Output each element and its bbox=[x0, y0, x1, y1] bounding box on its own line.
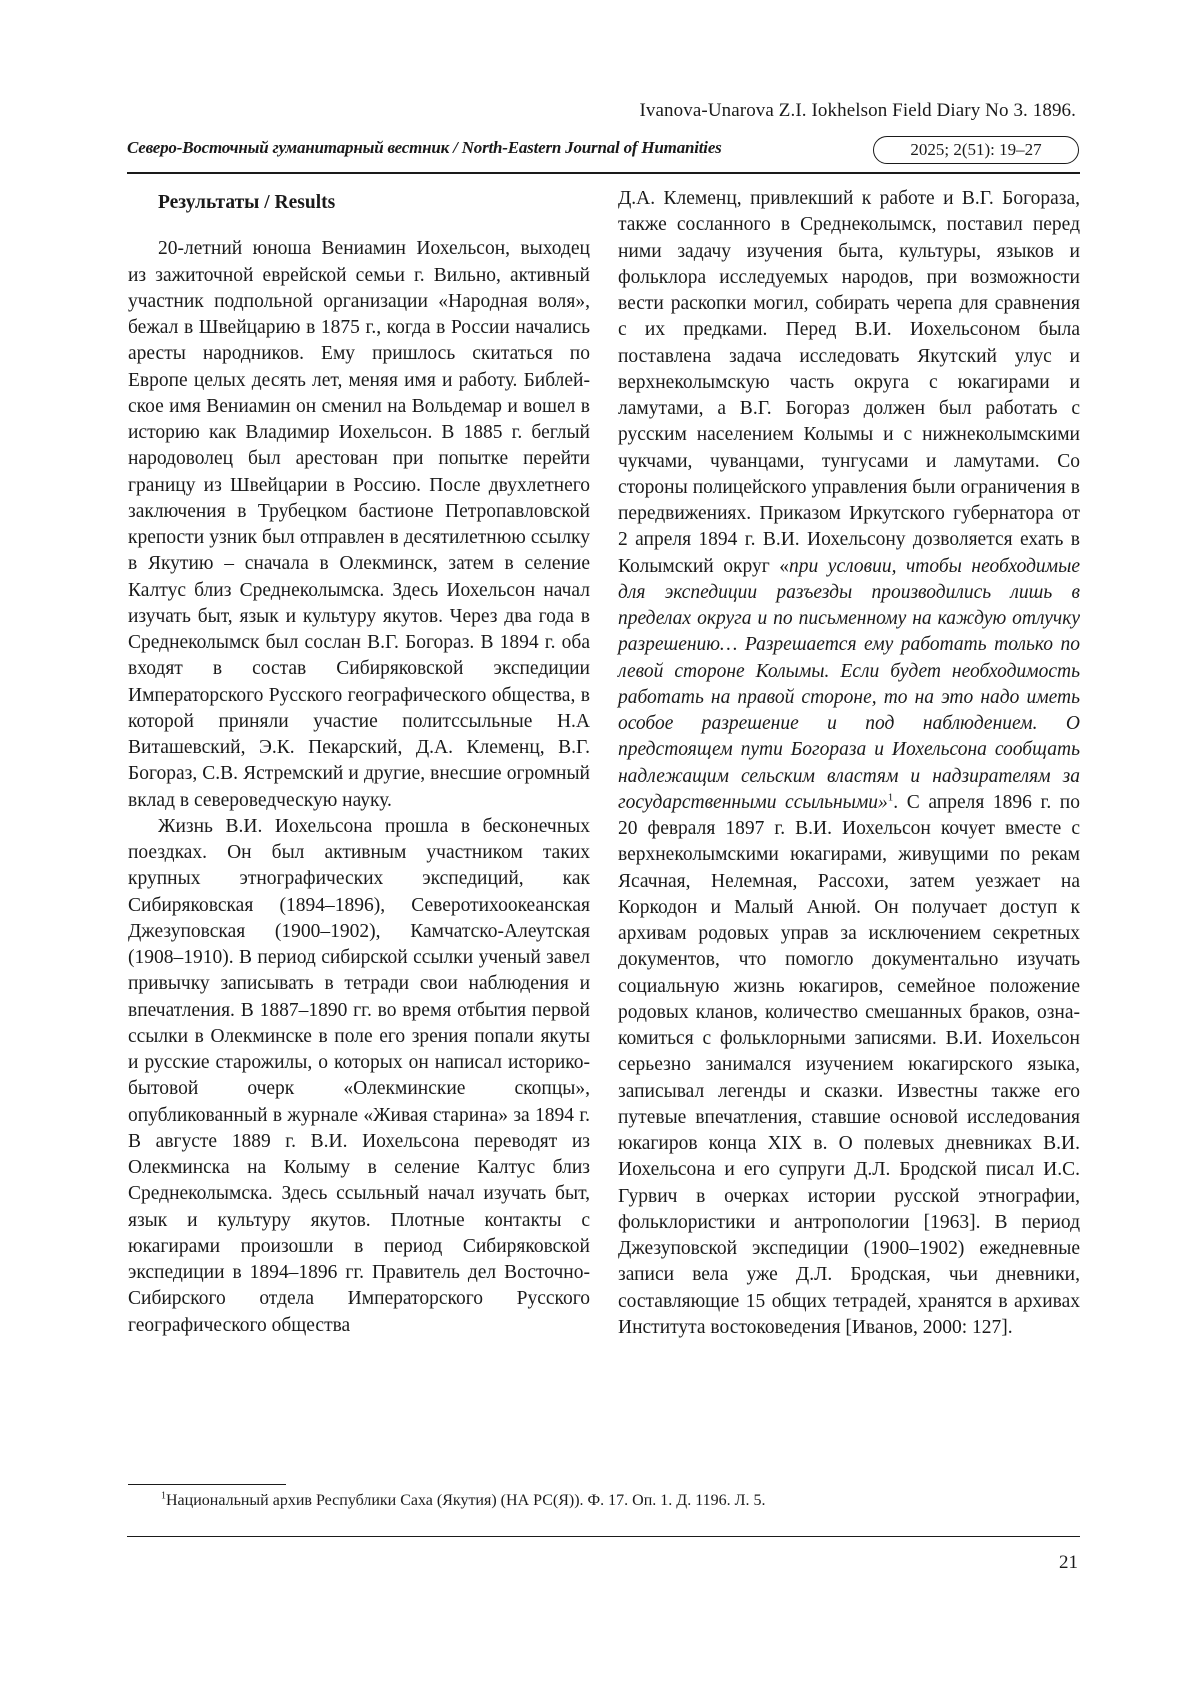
archival-quote: при условии, чтобы необходимые для экспедиции разъезды производились лишь в пределах округа и по письменному на каждую отлучку разрешению… Разрешается ему работать только по левой стороне Колымы. Если будет необходимость работать на правой стороне, то на это надо иметь особое разрешение и под наблюдением. О предстоящем пути Богораза и Иохельсона сообщать надлежащим сельским властям и надзирателям за государственными ссыльными bbox=[618, 555, 1080, 813]
footnote-text: Национальный архив Республики Саха (Якутия) (НА РС(Я)). Ф. 17. Оп. 1. Д. 1196. Л. 5. bbox=[166, 1492, 766, 1509]
paragraph-continued bbox=[618, 186, 1080, 1341]
paragraph-continued-end: . С апреля 1896 г. по 20 февраля 1897 г. В.И. Иохельсон кочует вместе с верхнеколымскими юкагирами, живущими по рекам Ясачная, Нелемная, Рассохи, затем уезжает на Коркодон и Малый Анюй. Он получает доступ к архивам родовых управ за исключением секретных документов, что помогло документально изучать социальную жизнь юкагиров, семейное положение родовых кланов, количество смешанных браков, ознакомиться с фольклорными записями. В.И. Иохельсон серьезно занимался изучением юкагирского языка, записывал легенды и сказки. Известны также его путевые впечатления, ставшие основой исследования юкагиров конца XIX в. О полевых дневниках В.И. Иохельсона и его супруги Д.Л. Бродской писал И.С. Гурвич в очерках истории русской этнографии, фольклористики и антропологии [1963]. В период Джезуповской экспедиции (1900–1902) ежедневные записи вела уже Д.Л. Бродская, чьи дневники, составляющие 15 общих тетрадей, хранятся в архивах Института востоковедения [Иванов, 2000: 127]. bbox=[618, 791, 1080, 1338]
running-header-journal: Северо-Восточный гуманитарный вестник / North-Eastern Journal of Humanities bbox=[127, 138, 722, 157]
issue-badge: 2025; 2(51): 19–27 bbox=[873, 136, 1079, 164]
left-column bbox=[128, 186, 590, 1339]
footnote-reference[interactable]: 1 bbox=[887, 791, 894, 804]
section-title: Результаты / Results bbox=[158, 192, 336, 213]
footnote-divider bbox=[128, 1484, 286, 1485]
running-header-authors: Ivanova-Unarova Z.I. Iokhelson Field Diary No 3. 1896. bbox=[639, 100, 1076, 121]
paragraph-continued-start: Д.А. Клеменц, привлекший к работе и В.Г. Богораза, также сосланного в Среднеколымск, поставил перед ними задачу изучения быта, культуры, языков и фольклора исследуемых народов, при возможности вести раскопки могил, собирать черепа для сравнения с их предками. Перед В.И. Иохельсоном была поставлена задача исследовать Якутский улус и верхнеколымскую часть округа с юкагирами и ламутами, а В.Г. Богораз должен был работать с русским населением Колымы и с нижнеколымскими чукчами, чуванцами, тунгусами и ламутами. Со стороны полицейского управления были ограничения в передвижениях. Приказом Иркутского губернатора от 2 апреля 1894 г. В.И. Иохельсону дозволяется ехать в Колымский округ « bbox=[618, 188, 1080, 577]
footer-divider bbox=[127, 1536, 1080, 1537]
paragraph-2: Жизнь В.И. Иохельсона прошла в бесконечных поездках. Он был активным участником таких крупных этнографических экспедиций, как Сибиряковская (1894–1896), Северотихоокеанская Джезуповская (1900–1902), Камчатско-Алеутская (1908–1910). В период сибирской ссылки ученый завел привычку записывать в тетради свои наблюдения и впечатления. В 1887–1890 гг. во время отбытия первой ссылки в Олекминске в поле его зрения попали якуты и русские старожилы, о которых он написал историко- бытовой очерк «Олекминские скопцы», опубликованный в журнале «Живая старина» за 1894 г. В августе 1889 г. В.И. Иохельсона переводят из Олекминска на Колыму в селение Калтус близ Среднеколымска. Здесь ссыльный начал изучать быт, язык и культуру якутов. Плотные контакты с юкагирами произошли в период Сибиряковской экспедиции в 1894–1896 гг. Правитель дел Восточно-Сибирского отдела Императорского Русского географического общества bbox=[128, 815, 590, 1336]
quote-close: » bbox=[878, 791, 888, 813]
page-number: 21 bbox=[1059, 1552, 1078, 1573]
footnote bbox=[161, 1492, 765, 1510]
header-divider bbox=[127, 172, 1080, 174]
paragraph-1: 20-летний юноша Вениамин Иохельсон, выходец из зажиточной еврейской семьи г. Вильно, активный участник подпольной организации «Народная воля», бежал в Швейцарию в 1875 г., когда в России начались аресты народников. Ему пришлось скитаться по Европе целых десять лет, меняя имя и работу. Библейское имя Вениамин он сменил на Вольдемар и вошел в историю как Владимир Иохельсон. В 1885 г. беглый народоволец был арестован при попытке перейти границу из Швейцарии в Россию. После двухлетнего заключения в Трубецком бастионе Петропавловской крепости узник был отправлен в десятилетнюю ссылку в Якутию – сначала в Олекминск, затем в селение Калтус близ Среднеколымска. Здесь Иохельсон начал изучать быт, язык и культуру якутов. Через два года в Среднеколымск был сослан В.Г. Богораз. В 1894 г. оба входят в состав Сибиряковской экспедиции Императорского Русского географического общества, в которой приняли участие политссыльные Н.А Виташевский, Э.К. Пекарский, Д.А. Клеменц, В.Г. Богораз, С.В. Ястремский и другие, внесшие огромный вклад в североведческую науку. bbox=[128, 238, 590, 811]
right-column bbox=[618, 186, 1080, 1341]
footnote-number: 1 bbox=[161, 1490, 166, 1502]
